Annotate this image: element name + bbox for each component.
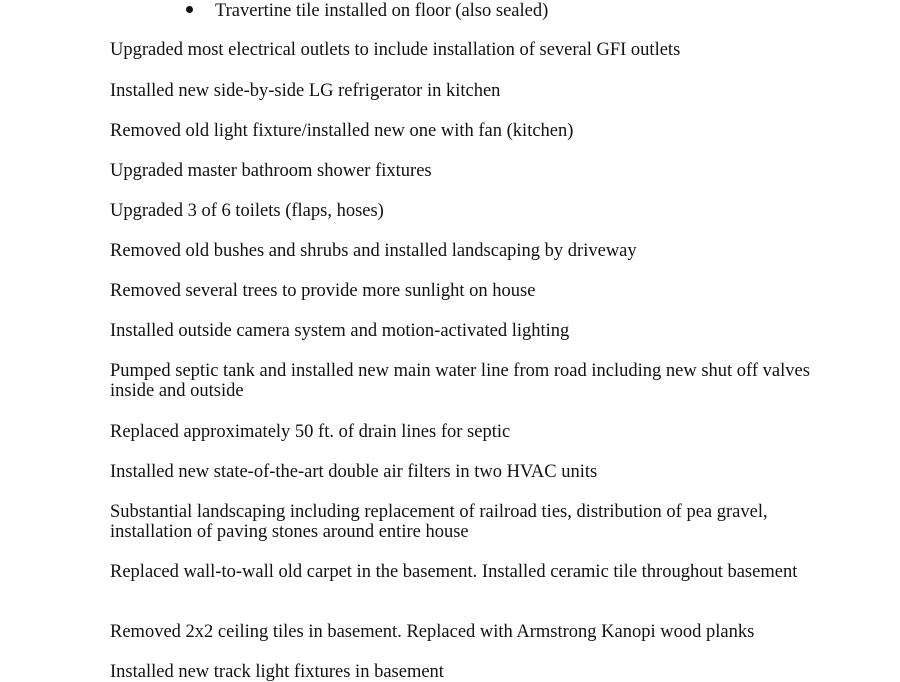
bullet-icon bbox=[186, 6, 193, 13]
list-item: Installed new side-by-side LG refrigerator in kitchen bbox=[110, 81, 501, 101]
list-item: Upgraded 3 of 6 toilets (flaps, hoses) bbox=[110, 201, 384, 221]
bullet-item-text: Travertine tile installed on floor (also sealed) bbox=[215, 1, 549, 21]
bullet-list-item bbox=[186, 0, 548, 22]
list-item: Pumped septic tank and installed new main water line from road including new shut off valves inside and outside bbox=[110, 361, 810, 401]
list-item: Substantial landscaping including replacement of railroad ties, distribution of pea gravel, installation of paving stones around entire house bbox=[110, 502, 768, 542]
list-item: Installed new track light fixtures in basement bbox=[110, 662, 444, 682]
list-item: Removed several trees to provide more sunlight on house bbox=[110, 281, 536, 301]
list-item: Upgraded most electrical outlets to include installation of several GFI outlets bbox=[110, 40, 681, 60]
list-item: Replaced approximately 50 ft. of drain lines for septic bbox=[110, 422, 511, 442]
list-item: Removed 2x2 ceiling tiles in basement. Replaced with Armstrong Kanopi wood planks bbox=[110, 622, 755, 642]
list-item: Removed old light fixture/installed new one with fan (kitchen) bbox=[110, 121, 574, 141]
list-item: Replaced wall-to-wall old carpet in the basement. Installed ceramic tile throughout basement bbox=[110, 562, 798, 582]
list-item: Upgraded master bathroom shower fixtures bbox=[110, 161, 432, 181]
list-item: Installed outside camera system and motion-activated lighting bbox=[110, 321, 570, 341]
list-item: Installed new state-of-the-art double air filters in two HVAC units bbox=[110, 462, 598, 482]
list-item: Removed old bushes and shrubs and installed landscaping by driveway bbox=[110, 241, 637, 261]
